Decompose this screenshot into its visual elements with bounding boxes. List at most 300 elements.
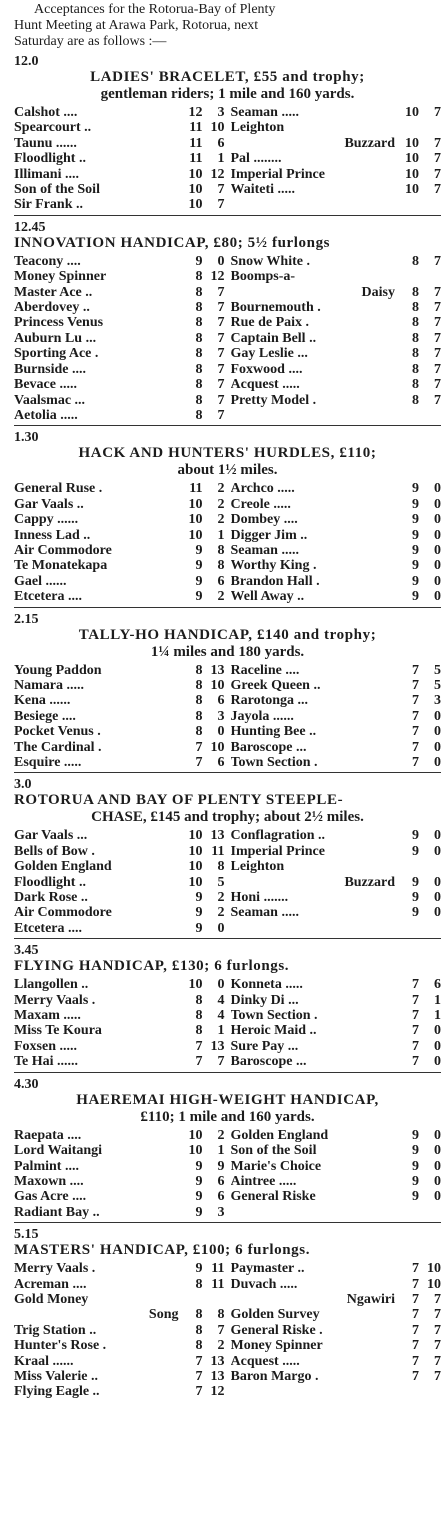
race-title-line: TALLY-HO HANDICAP, £140 and trophy;: [78, 626, 377, 643]
weight-pounds: 10: [210, 677, 225, 693]
entry-row: [231, 859, 442, 874]
race-list: [14, 54, 441, 1400]
weight-stone: 9: [195, 1158, 203, 1174]
weight-stone: 8: [195, 1276, 203, 1292]
entry-row: [231, 1008, 442, 1023]
horse-name: Aintree .....: [230, 1173, 297, 1189]
weight-pounds: 12: [210, 1384, 225, 1400]
entry-row: [14, 543, 225, 558]
horse-name: Imperial Prince: [230, 166, 325, 182]
weight-stone: 7: [195, 1353, 203, 1369]
weight-stone: 10: [188, 166, 203, 182]
weight-pounds: 7: [434, 1307, 441, 1323]
entry-row: [14, 921, 225, 936]
entry-row: [14, 393, 225, 408]
entry-row: [14, 182, 225, 197]
weight-stone: 8: [195, 300, 203, 316]
entry-row: [14, 875, 225, 890]
weight-pounds: 7: [217, 315, 225, 331]
horse-name: Inness Lad ..: [14, 527, 91, 543]
weight-stone: 7: [412, 1322, 419, 1338]
horse-name: Buzzard: [344, 874, 395, 890]
horse-name: General Riske .: [230, 1322, 323, 1338]
weight-stone: 9: [412, 874, 419, 890]
weight-pounds: 4: [217, 1008, 225, 1024]
weight-pounds: 5: [434, 662, 441, 678]
weight-stone: 7: [195, 755, 203, 770]
horse-name: Seaman .....: [230, 905, 299, 921]
entry-row: [231, 346, 442, 361]
weight-stone: 8: [195, 315, 203, 331]
entry-row: [14, 1189, 225, 1204]
horse-name: Buzzard: [344, 135, 395, 151]
entries-table: [14, 663, 441, 771]
race-block: [14, 215, 441, 423]
weight-pounds: 7: [434, 392, 441, 408]
weight-pounds: 7: [217, 300, 225, 316]
entry-row: [14, 528, 225, 543]
entry-row: [14, 497, 225, 512]
race-title: [14, 235, 441, 252]
weight-pounds: 5: [434, 677, 441, 693]
weight-pounds: 8: [217, 859, 225, 875]
weight-stone: 8: [195, 407, 203, 423]
horse-name: Flying Eagle ..: [14, 1384, 100, 1400]
weight-pounds: 7: [434, 1353, 441, 1369]
horse-name: Boomps-a-: [230, 269, 296, 285]
weight-stone: 9: [412, 1127, 419, 1143]
entry-row: [231, 1307, 442, 1322]
weight-stone: 9: [195, 253, 203, 269]
horse-name: Song: [148, 1307, 179, 1323]
horse-name: Creole .....: [230, 496, 291, 512]
weight-pounds: 6: [217, 693, 225, 709]
weight-stone: 10: [188, 182, 203, 198]
horse-name: Palmint ....: [14, 1158, 79, 1174]
entry-row: [14, 1205, 225, 1220]
entry-row: [231, 678, 442, 693]
horse-name: Waiteti .....: [230, 182, 296, 198]
horse-name: Floodlight ..: [14, 151, 86, 167]
horse-name: Taunu ......: [14, 135, 77, 151]
entry-row: [14, 693, 225, 708]
entry-row: [231, 167, 442, 182]
entry-row: [14, 558, 225, 573]
weight-stone: 9: [195, 589, 203, 605]
intro-line: Saturday are as follows :—: [14, 34, 167, 49]
entry-row: [14, 859, 225, 874]
entry-row: [231, 558, 442, 573]
weight-pounds: 3: [434, 693, 441, 709]
entries-column-right: [231, 977, 442, 1069]
horse-name: Young Paddon: [14, 662, 102, 678]
weight-stone: 9: [412, 542, 419, 558]
entry-row: [231, 1338, 442, 1353]
entry-row: [231, 315, 442, 330]
weight-stone: 10: [405, 166, 419, 182]
weight-stone: 9: [412, 496, 419, 512]
entry-row: [231, 1023, 442, 1038]
entry-row: [231, 105, 442, 120]
entry-row: [231, 1354, 442, 1369]
weight-pounds: 7: [217, 330, 225, 346]
entry-row: [14, 1384, 225, 1399]
entries-column-left: [14, 828, 225, 936]
horse-name: Seaman .....: [230, 542, 299, 558]
horse-name: Son of the Soil: [230, 1143, 317, 1159]
entries-column-left: [14, 1128, 225, 1220]
horse-name: Jayola ......: [230, 708, 294, 724]
race-block: [14, 607, 441, 771]
horse-name: Llangollen ..: [14, 977, 89, 993]
weight-pounds: 7: [434, 1368, 441, 1384]
entry-row: [14, 346, 225, 361]
entry-row: [14, 1323, 225, 1338]
weight-pounds: 13: [210, 1368, 225, 1384]
horse-name: Golden England: [230, 1127, 329, 1143]
entries-column-left: [14, 481, 225, 604]
weight-pounds: 0: [434, 874, 441, 890]
weight-pounds: 6: [217, 135, 225, 151]
entry-row: [231, 1039, 442, 1054]
race-title-line: 1¼ miles and 180 yards.: [150, 643, 305, 660]
entry-row: [14, 512, 225, 527]
entries-column-right: [231, 1128, 442, 1220]
entry-row: [231, 136, 442, 151]
horse-name: Brandon Hall .: [230, 573, 320, 589]
weight-pounds: 8: [217, 558, 225, 574]
entry-row: [231, 1174, 442, 1189]
entry-row: [231, 269, 442, 284]
horse-name: Spearcourt ..: [14, 120, 92, 136]
entry-row: [231, 724, 442, 739]
weight-pounds: 7: [217, 197, 225, 213]
weight-pounds: 0: [434, 573, 441, 589]
weight-pounds: 8: [217, 542, 225, 558]
entry-row: [14, 167, 225, 182]
race-title: [14, 792, 441, 826]
horse-name: Raepata ....: [14, 1127, 82, 1143]
horse-name: Gay Leslie ...: [230, 346, 308, 362]
weight-stone: 7: [195, 1054, 203, 1070]
section-rule: [14, 215, 441, 216]
weight-pounds: 7: [434, 1291, 441, 1307]
weight-pounds: 7: [434, 346, 441, 362]
entry-row: [14, 1174, 225, 1189]
race-time: 3.45: [14, 943, 39, 959]
weight-pounds: 0: [434, 739, 441, 755]
weight-stone: 9: [195, 573, 203, 589]
weight-pounds: 7: [217, 182, 225, 198]
race-title-line: MASTERS' HANDICAP, £100; 6 furlongs.: [14, 1242, 311, 1259]
entry-row: [231, 740, 442, 755]
entries-column-left: [14, 254, 225, 423]
entry-row: [231, 497, 442, 512]
section-rule: [14, 772, 441, 773]
weight-stone: 7: [412, 1054, 419, 1070]
weight-pounds: 7: [217, 346, 225, 362]
weight-pounds: 7: [217, 392, 225, 408]
entry-row: [14, 197, 225, 212]
entry-row: [231, 1054, 442, 1069]
race-title-line: INNOVATION HANDICAP, £80; 5½ furlongs: [14, 234, 331, 251]
entry-row: [14, 1159, 225, 1174]
entry-row: [231, 481, 442, 496]
entries-table: [14, 254, 441, 423]
section-rule: [14, 1222, 441, 1223]
horse-name: Dark Rose ..: [14, 890, 88, 906]
weight-pounds: [419, 120, 441, 135]
weight-stone: 10: [188, 527, 203, 543]
weight-stone: [399, 859, 419, 874]
entry-row: [14, 1354, 225, 1369]
entry-row: [14, 844, 225, 859]
entry-row: [14, 905, 225, 920]
entry-row: [231, 120, 442, 135]
entry-row: [14, 1143, 225, 1158]
horse-name: Pal ........: [230, 151, 282, 167]
horse-name: General Ruse .: [14, 481, 103, 497]
weight-pounds: 0: [434, 724, 441, 740]
weight-pounds: 5: [217, 874, 225, 890]
horse-name: Namara .....: [14, 677, 84, 693]
weight-stone: 8: [412, 361, 419, 377]
weight-stone: 7: [195, 1368, 203, 1384]
weight-stone: 8: [195, 708, 203, 724]
horse-name: Gar Vaals ..: [14, 496, 84, 512]
horse-name: Cappy ......: [14, 512, 79, 528]
horse-name: Kraal ......: [14, 1353, 74, 1369]
weight-stone: 7: [412, 1008, 419, 1024]
entry-row: [14, 315, 225, 330]
horse-name: Baroscope ...: [230, 1054, 307, 1070]
entry-row: [14, 377, 225, 392]
entry-row: [14, 977, 225, 992]
weight-pounds: 6: [217, 1173, 225, 1189]
entry-row: [231, 151, 442, 166]
horse-name: Ngawiri: [346, 1291, 395, 1307]
weight-stone: 7: [412, 662, 419, 678]
horse-name: Rue de Paix .: [230, 315, 310, 331]
horse-name: General Riske: [230, 1189, 316, 1205]
entry-row: [231, 905, 442, 920]
horse-name: Konneta .....: [230, 977, 303, 993]
weight-stone: 7: [412, 1276, 419, 1292]
entries-table: [14, 828, 441, 936]
race-title-line: £110; 1 mile and 160 yards.: [140, 1108, 315, 1125]
horse-name: Duvach .....: [230, 1276, 298, 1292]
race-title: [14, 627, 441, 661]
weight-stone: 8: [195, 992, 203, 1008]
weight-stone: 8: [412, 330, 419, 346]
entry-row: [231, 890, 442, 905]
weight-pounds: 7: [434, 151, 441, 167]
weight-stone: 9: [412, 573, 419, 589]
horse-name: Princess Venus: [14, 315, 104, 331]
entry-row: [14, 589, 225, 604]
weight-stone: 10: [188, 496, 203, 512]
entry-row: [14, 285, 225, 300]
weight-pounds: 11: [211, 1276, 225, 1292]
horse-name: Gold Money: [14, 1291, 89, 1307]
weight-stone: 9: [412, 1189, 419, 1205]
horse-name: Dinky Di ...: [230, 992, 299, 1008]
horse-name: Sir Frank ..: [14, 197, 83, 213]
entry-row: [231, 574, 442, 589]
entry-row: [231, 300, 442, 315]
entry-row: [14, 663, 225, 678]
weight-pounds: 0: [434, 558, 441, 574]
horse-name: Air Commodore: [14, 905, 112, 921]
entries-column-right: [231, 105, 442, 213]
horse-name: Greek Queen ..: [230, 677, 321, 693]
weight-pounds: 0: [434, 905, 441, 921]
weight-stone: 7: [412, 693, 419, 709]
weight-stone: 8: [195, 284, 203, 300]
entry-row: [231, 755, 442, 770]
weight-pounds: 7: [434, 284, 441, 300]
horse-name: Digger Jim ..: [230, 527, 308, 543]
intro-paragraph: [14, 2, 441, 50]
race-block: [14, 1072, 441, 1220]
horse-name: Conflagration ..: [230, 828, 325, 844]
weight-stone: 8: [195, 1322, 203, 1338]
weight-stone: 11: [189, 135, 203, 151]
weight-stone: 9: [412, 828, 419, 844]
weight-pounds: 12: [210, 166, 225, 182]
weight-stone: 9: [412, 1143, 419, 1159]
horse-name: Teacony ....: [14, 253, 81, 269]
race-title-line: LADIES' BRACELET, £55 and trophy;: [90, 69, 365, 85]
horse-name: Master Ace ..: [14, 284, 93, 300]
entry-row: [14, 254, 225, 269]
weight-stone: 10: [405, 151, 419, 167]
race-time: 5.15: [14, 1227, 39, 1243]
weight-stone: 7: [412, 677, 419, 693]
horse-name: Marie's Choice: [230, 1158, 322, 1174]
weight-pounds: 10: [210, 120, 225, 136]
weight-pounds: 7: [434, 1338, 441, 1354]
entry-row: [14, 755, 225, 770]
entries-column-right: [231, 828, 442, 936]
weight-pounds: 6: [217, 573, 225, 589]
weight-pounds: 7: [434, 105, 441, 120]
horse-name: Heroic Maid ..: [230, 1023, 317, 1039]
horse-name: Leighton: [230, 859, 285, 875]
entries-table: [14, 481, 441, 604]
horse-name: Vaalsmac ...: [14, 392, 86, 408]
entry-row: [231, 528, 442, 543]
section-rule: [14, 1072, 441, 1073]
horse-name: Bells of Bow .: [14, 843, 95, 859]
horse-name: Gas Acre ....: [14, 1189, 87, 1205]
entry-row: [231, 1128, 442, 1143]
weight-pounds: 0: [434, 1127, 441, 1143]
entry-row: [231, 285, 442, 300]
weight-pounds: 7: [434, 182, 441, 198]
weight-pounds: 7: [217, 361, 225, 377]
horse-name: Foxwood ....: [230, 361, 303, 377]
entry-row: [231, 1369, 442, 1384]
weight-pounds: [419, 859, 441, 874]
weight-stone: 7: [412, 1023, 419, 1039]
weight-pounds: 7: [434, 361, 441, 377]
horse-name: Pocket Venus .: [14, 724, 101, 740]
horse-name: Acquest .....: [230, 377, 300, 393]
entry-row: [14, 724, 225, 739]
weight-pounds: 2: [217, 1338, 225, 1354]
race-block: [14, 938, 441, 1069]
entry-row: [14, 1338, 225, 1353]
horse-name: Kena ......: [14, 693, 71, 709]
entry-row: [14, 481, 225, 496]
weight-pounds: 2: [217, 589, 225, 605]
weight-stone: 10: [188, 1127, 203, 1143]
weight-pounds: 0: [434, 1158, 441, 1174]
weight-pounds: 0: [217, 724, 225, 740]
horse-name: Town Section .: [230, 1008, 318, 1024]
entries-table: [14, 1128, 441, 1220]
horse-name: The Cardinal .: [14, 739, 102, 755]
weight-pounds: 1: [217, 151, 225, 167]
entry-row: [14, 151, 225, 166]
weight-pounds: 10: [427, 1261, 441, 1277]
weight-pounds: 0: [434, 890, 441, 906]
weight-stone: [399, 120, 419, 135]
entry-row: [231, 512, 442, 527]
weight-stone: 7: [195, 1384, 203, 1400]
weight-pounds: 7: [434, 300, 441, 316]
horse-name: Burnside ....: [14, 361, 86, 377]
race-title-line: ROTORUA AND BAY OF PLENTY STEEPLE-: [14, 792, 344, 809]
entries-column-right: [231, 1261, 442, 1400]
weight-pounds: 0: [434, 828, 441, 844]
entry-row: [231, 875, 442, 890]
horse-name: Rarotonga ...: [230, 693, 309, 709]
weight-pounds: 7: [217, 377, 225, 393]
weight-pounds: 0: [434, 843, 441, 859]
horse-name: Captain Bell ..: [230, 330, 317, 346]
weight-stone: 8: [195, 269, 203, 285]
weight-pounds: 6: [217, 1189, 225, 1205]
weight-stone: 8: [195, 392, 203, 408]
entry-row: [231, 977, 442, 992]
entries-table: [14, 1261, 441, 1400]
weight-pounds: 4: [217, 992, 225, 1008]
weight-pounds: 13: [210, 828, 225, 844]
weight-pounds: 7: [217, 1322, 225, 1338]
weight-pounds: 0: [434, 496, 441, 512]
weight-pounds: 11: [211, 843, 225, 859]
weight-stone: 12: [188, 105, 203, 120]
weight-stone: 8: [195, 1023, 203, 1039]
weight-pounds: 1: [217, 1023, 225, 1039]
entry-row: [14, 1039, 225, 1054]
entry-row: [14, 1054, 225, 1069]
race-title: [14, 1092, 441, 1126]
section-rule: [14, 938, 441, 939]
weight-stone: 10: [188, 828, 203, 844]
entry-row: [14, 828, 225, 843]
weight-pounds: 0: [434, 1054, 441, 1070]
weight-stone: 9: [412, 905, 419, 921]
weight-pounds: 7: [434, 1322, 441, 1338]
horse-name: Seaman .....: [230, 105, 299, 120]
weight-pounds: 0: [434, 708, 441, 724]
weight-stone: 7: [412, 708, 419, 724]
weight-stone: 8: [412, 300, 419, 316]
weight-stone: 8: [412, 392, 419, 408]
